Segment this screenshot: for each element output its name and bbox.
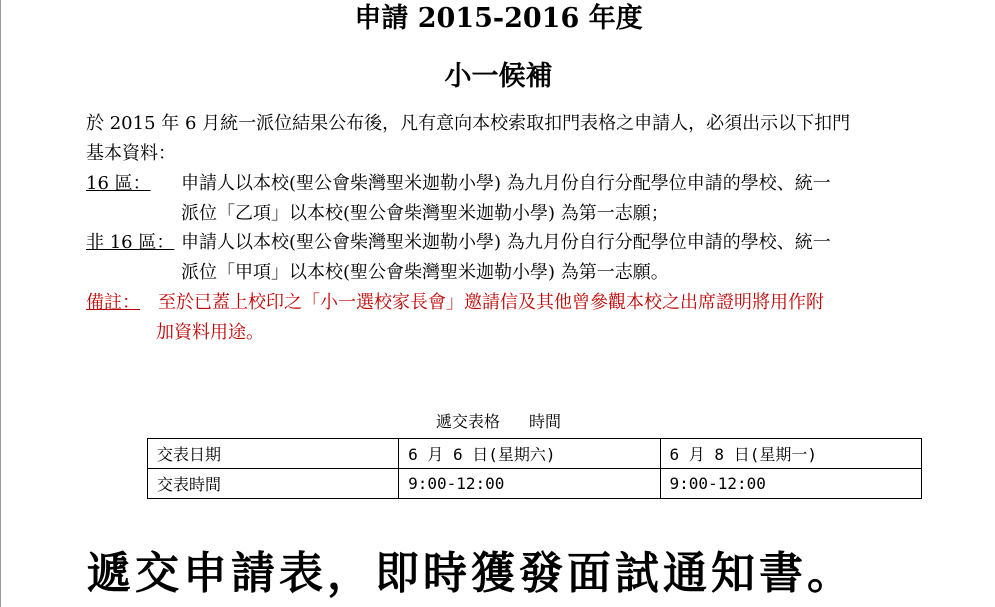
district-16-text-line-2: 派位「乙項」以本校(聖公會柴灣聖米迦勒小學) 為第一志願； <box>181 203 669 224</box>
table-cell: 交表日期 <box>148 439 399 469</box>
schedule-caption: 遞交表格 時間 <box>436 412 561 431</box>
table-cell: 交表時間 <box>148 469 399 499</box>
remark-text-line-1: 至於已蓋上校印之「小一選校家長會」邀請信及其他曾參觀本校之出席證明將用作附 <box>158 292 824 313</box>
district-16-text-line-1: 申請人以本校(聖公會柴灣聖米迦勒小學) 為九月份自行分配學位申請的學校、統一 <box>181 173 831 194</box>
non-district-16-text-line-1: 申請人以本校(聖公會柴灣聖米迦勒小學) 為九月份自行分配學位申請的學校、統一 <box>181 232 831 253</box>
page-subtitle: 小一候補 <box>444 61 553 92</box>
table-cell: 6 月 6 日(星期六) <box>399 439 660 469</box>
district-16-label: 16 區： <box>86 173 151 194</box>
page-title: 申請 2015-2016 年度 <box>354 3 643 34</box>
intro-line-1: 於 2015 年 6 月統一派位結果公布後，凡有意向本校索取扣門表格之申請人，必須出示以下扣門 <box>86 113 851 134</box>
intro-line-2: 基本資料： <box>86 143 176 164</box>
non-district-16-label: 非 16 區： <box>86 232 175 253</box>
table-row <box>148 469 922 499</box>
footer-notice: 遞交申請表，即時獲發面試通知書。 <box>87 548 855 599</box>
table-cell: 6 月 8 日(星期一) <box>660 439 921 469</box>
schedule-table <box>147 438 922 499</box>
non-district-16-text-line-2: 派位「甲項」以本校(聖公會柴灣聖米迦勒小學) 為第一志願。 <box>181 262 669 283</box>
remark-text-line-2: 加資料用途。 <box>156 322 264 343</box>
table-cell: 9:00-12:00 <box>660 469 921 499</box>
table-cell: 9:00-12:00 <box>399 469 660 499</box>
remark-label: 備註： <box>86 292 140 313</box>
table-row <box>148 439 922 469</box>
